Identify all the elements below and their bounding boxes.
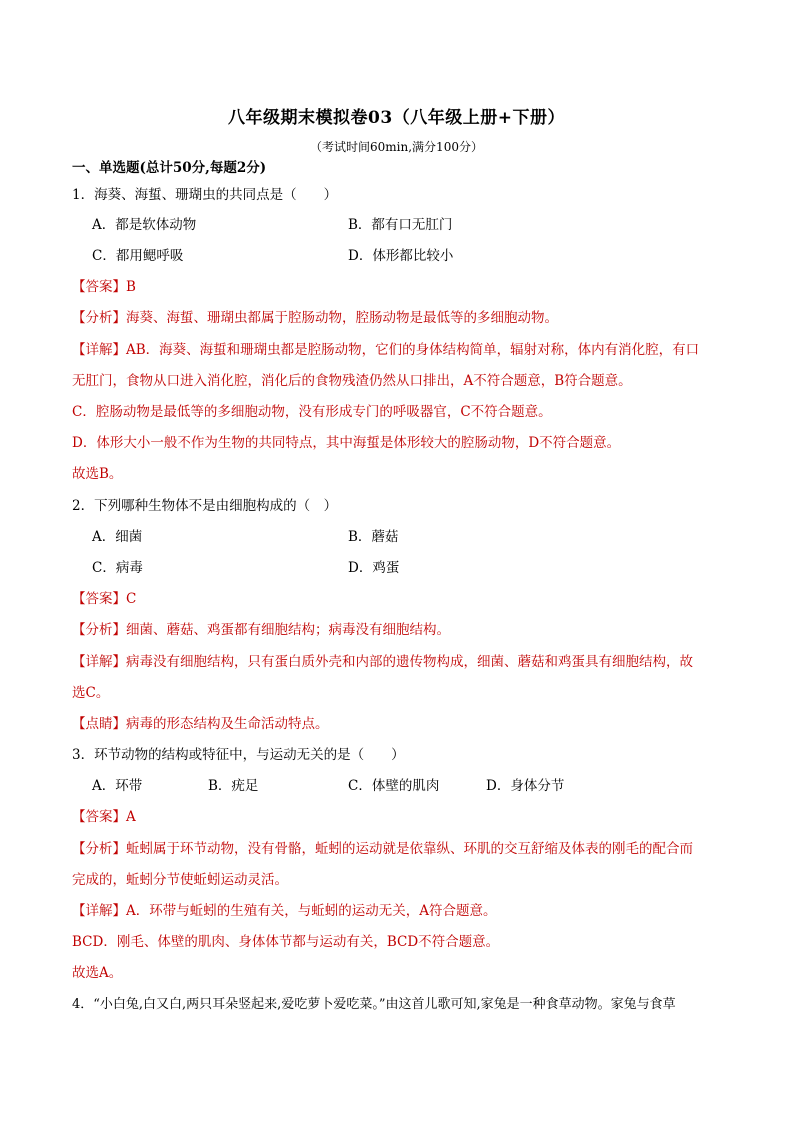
q1-answer [72,277,136,297]
q1-detail-d: D．体形大小一般不作为生物的共同特点，其中海蜇是体形较大的腔肠动物，D不符合题意。 [72,435,621,451]
analysis-text: 海葵、海蜇、珊瑚虫都属于腔肠动物，腔肠动物是最低等的多细胞动物。 [126,310,558,326]
q1-option-b: B．都有口无肛门 [348,217,453,233]
q2-comment [72,714,329,734]
q3-option-c: C．体壁的肌肉 [348,778,440,794]
q1-stem: 1．海葵、海蜇、珊瑚虫的共同点是（ ） [72,187,338,203]
q1-detail [72,340,699,360]
q2-analysis [72,620,450,640]
q1-detail-cont: 无肛门，食物从口进入消化腔，消化后的食物残渣仍然从口排出，A不符合题意，B符合题意。 [72,373,632,389]
analysis-label: 【分析】 [72,841,126,857]
q2-detail [72,652,693,672]
detail-text: A．环带与蚯蚓的生殖有关，与蚯蚓的运动无关，A符合题意。 [126,903,497,919]
q2-option-c: C．病毒 [92,560,143,576]
detail-label: 【详解】 [72,342,126,358]
exam-info: （考试时间60min,满分100分） [310,140,483,154]
q3-answer [72,807,136,827]
q3-analysis [72,839,693,859]
section-heading: 一、单选题(总计50分,每题2分) [72,160,267,176]
q3-option-a: A．环带 [92,778,143,794]
q2-answer [72,589,136,609]
q1-option-c: C．都用鳃呼吸 [92,248,184,264]
answer-label: 【答案】 [72,279,126,295]
detail-text: AB．海葵、海蜇和珊瑚虫都是腔肠动物，它们的身体结构简单，辐射对称，体内有消化腔，有口 [126,342,700,358]
q4-stem: 4．“小白兔,白又白,两只耳朵竖起来,爱吃萝卜爱吃菜。”由这首儿歌可知,家兔是一种食草动物。家兔与食草 [72,997,676,1012]
answer-value: C [126,591,137,607]
q3-stem: 3．环节动物的结构或特征中，与运动无关的是（ ） [72,747,405,763]
q2-option-b: B．蘑菇 [348,529,399,545]
q3-detail [72,901,497,921]
answer-value: A [126,809,136,825]
answer-value: B [126,279,136,295]
page-title: 八年级期末模拟卷03（八年级上册+下册） [228,108,565,128]
q3-detail-bcd: BCD．刚毛、体壁的肌肉、身体体节都与运动有关，BCD不符合题意。 [72,934,500,950]
comment-label: 【点睛】 [72,716,126,732]
detail-text: 病毒没有细胞结构，只有蛋白质外壳和内部的遗传物构成，细菌、蘑菇和鸡蛋具有细胞结构，故 [126,654,693,670]
analysis-text: 蚯蚓属于环节动物，没有骨骼，蚯蚓的运动就是依靠纵、环肌的交互舒缩及体表的刚毛的配合而 [126,841,693,857]
q1-conclusion: 故选B。 [72,466,123,482]
q3-option-b: B．疣足 [208,778,259,794]
q2-stem: 2．下列哪种生物体不是由细胞构成的（ ） [72,498,338,514]
q3-conclusion: 故选A。 [72,965,123,981]
q2-option-d: D．鸡蛋 [348,560,400,576]
answer-label: 【答案】 [72,591,126,607]
q2-option-a: A．细菌 [92,529,143,545]
q1-option-d: D．体形都比较小 [348,248,454,264]
detail-label: 【详解】 [72,903,126,919]
detail-label: 【详解】 [72,654,126,670]
analysis-label: 【分析】 [72,622,126,638]
q1-option-a: A．都是软体动物 [92,217,197,233]
analysis-text: 细菌、蘑菇、鸡蛋都有细胞结构；病毒没有细胞结构。 [126,622,450,638]
q1-detail-c: C．腔肠动物是最低等的多细胞动物，没有形成专门的呼吸器官，C不符合题意。 [72,404,552,420]
q1-analysis [72,308,558,328]
q3-analysis-cont: 完成的，蚯蚓分节使蚯蚓运动灵活。 [72,872,288,888]
comment-text: 病毒的形态结构及生命活动特点。 [126,716,329,732]
analysis-label: 【分析】 [72,310,126,326]
q3-option-d: D．身体分节 [486,778,565,794]
answer-label: 【答案】 [72,809,126,825]
q2-detail-cont: 选C。 [72,685,110,701]
